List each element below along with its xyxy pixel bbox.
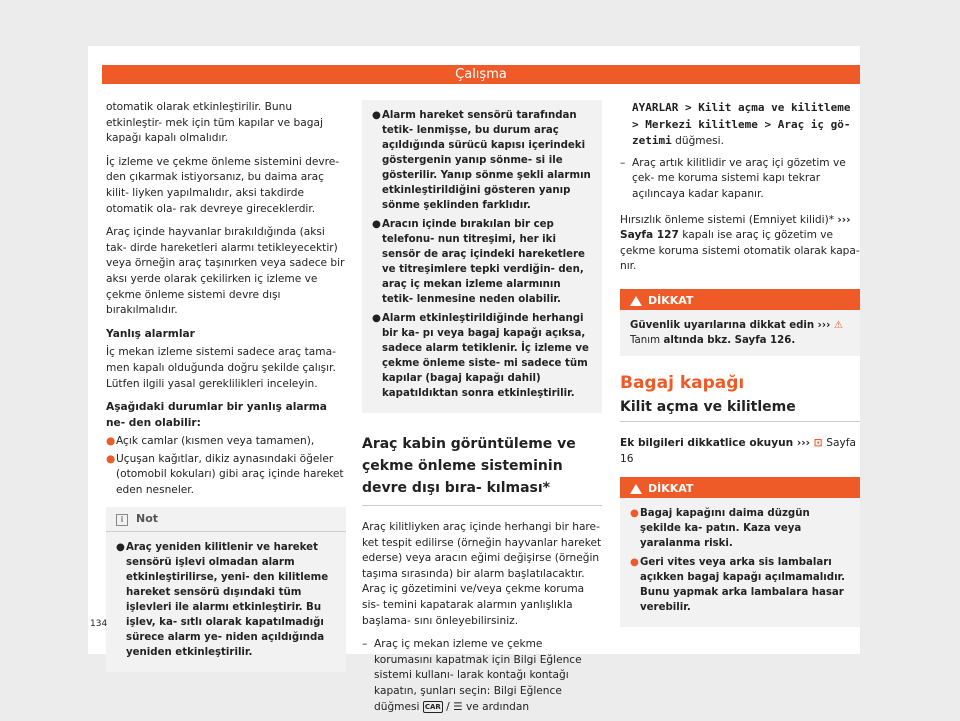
note-item: ● Alarm hareket sensörü tarafından tetik- lenmişse, bu durum araç açıldığında sürücü kapısı içerindeki göstergenin yanıp sönme- si ile gösterilir. Yanıp sönme şekli alarmın etkinleştirildiğini gösteren yanıp sönme şeklinden farklıdır. (372, 110, 591, 211)
menu-path-line: AYARLAR > Kilit açma ve kilitleme > Merkezi kilitleme > Araç iç gö- zetimi düğmesi. (632, 101, 851, 148)
bullet-icon: ● (372, 219, 381, 230)
section-title: Bagaj kapağı (620, 372, 745, 393)
list-item: – Araç artık kilitlidir ve araç içi gözetim ve çek- me koruma sistemi kapı tekrar açılıncaya kadar kapanır. (620, 156, 846, 200)
warning-body (620, 498, 860, 627)
warning-body: Güvenlik uyarılarına dikkat edin ››› ⚠ Tanım altında bkz. Sayfa 126. (630, 319, 843, 346)
section-header: Çalışma (102, 65, 860, 84)
bullet-icon: ● (106, 452, 116, 465)
paragraph: Araç kilitliyken araç içinde herhangi bir hare- ket tespit edilirse (örneğin hayvanlar hareket ederse) veya aracın eğimi değişirse (örneğin taşıma sırasında) bir alarm başlatılacaktır. Araç iç gözetimini ve/veya çekme koruma sis- temini kapatarak alarmın yanlışlıkla başlama- sını önleyebilirsiniz. (362, 521, 602, 627)
paragraph: Araç içinde hayvanlar bırakıldığında (aksi tak- dirde hareketleri alarmı tetikleyecektir) veya örneğin araç taşınırken veya sadece bir aksı yerde olarak çekilirken iç izleme ve çekme önleme sistemi devre dışı bırakılmalıdır. (106, 226, 345, 317)
note-body (362, 100, 602, 413)
bullet-icon: ● (630, 557, 639, 569)
warning-item: ● Geri vites veya arka sis lambaları açıkken bagaj kapağı açılmamalıdır. Bunu yapmak arka lambalara hasar verebilir. (630, 557, 845, 614)
warning-icon (630, 296, 642, 306)
bullet-icon: ● (116, 541, 125, 553)
warning-header: DİKKAT (620, 291, 860, 310)
paragraph: otomatik olarak etkinleştirilir. Bunu etkinleştir- mek için tüm kapılar ve bagaj kapağı kapalı olmalıdır. (106, 101, 323, 145)
list-item: – Araç iç mekan izleme ve çekme korumasını kapatmak için Bilgi Eğlence sistemi kullanı- larak kontağı kontağı kapatın, şunları seçin: Bilgi Eğlence düğmesi CAR / ☰ ve ardından (362, 638, 582, 713)
car-button-icon: CAR (424, 702, 441, 711)
bullet-icon: ● (372, 313, 381, 324)
subheading-false-alarms: Yanlış alarmlar (106, 327, 195, 340)
note-box (106, 507, 346, 672)
dash-icon: – (362, 638, 368, 651)
column-2 (362, 100, 602, 721)
note-header: i Not (106, 507, 346, 532)
book-icon: ⊡ (813, 437, 823, 450)
bullet-icon: ● (106, 435, 116, 448)
note-item: ● Aracın içinde bırakılan bir cep telefonu- nun titreşimi, her iki sensör de araç içindeki hareketlere ve titreşimlere tepki verdiğin- den, araç iç mekan izleme alarmının tetik- lenmesine neden olabilir. (372, 219, 585, 305)
column-3 (620, 100, 860, 627)
menu-path: AYARLAR > Kilit açma ve kilitleme > Merkezi kilitleme > Araç iç gö- zetimi (632, 101, 851, 148)
paragraph: Ek bilgileri dikkatlice okuyun ››› ⊡ Sayfa 16 (620, 437, 856, 465)
list-item: ● Açık camlar (kısmen veya tamamen), (106, 434, 346, 450)
note-body (106, 532, 346, 672)
continued-note-box (362, 100, 602, 413)
note-item: ● Alarm etkinleştirildiğinde herhangi bir ka- pı veya bagaj kapağı açıksa, sadece alarm tetiklenir. İç izleme ve çekme önleme siste- mi sadece tüm kapılar (bagaj kapağı dahil) kapatıldıktan sonra etkinleştirilir. (372, 313, 589, 399)
list-item: ● Uçuşan kağıtlar, dikiz aynasındaki öğeler (otomobil kokuları) gibi araç içinde hareket eden nesneler. (106, 452, 344, 497)
paragraph: İç izleme ve çekme önleme sistemini devre- den çıkarmak istiyorsanız, bu daima araç kilit- liyken yapılmalıdır, aksi takdirde otomatik ola- rak devreye gireceklerdir. (106, 155, 340, 215)
warning-icon (630, 484, 642, 494)
warning-item: ● Bagaj kapağını daima düzgün şekilde ka- patın. Kaza veya yaralanma riski. (630, 508, 810, 550)
warning-box (620, 477, 860, 627)
column-1 (106, 100, 346, 672)
subheading-causes: Aşağıdaki durumlar bir yanlış alarma ne- den olabilir: (106, 401, 327, 429)
warning-icon: ⚠ (833, 319, 843, 331)
dash-icon: – (620, 156, 626, 169)
bullet-icon: ● (372, 110, 381, 121)
bullet-icon: ● (630, 508, 639, 520)
page-reference: ››› Sayfa 127 (620, 213, 851, 242)
subsection-title: Kilit açma ve kilitleme (620, 400, 860, 423)
section-heading: Araç kabin görüntüleme ve çekme önleme sisteminin devre dışı bıra- kılması* (362, 433, 602, 506)
paragraph: Hırsızlık önleme sistemi (Emniyet kilidi)* ››› Sayfa 127 kapalı ise araç iç gözetim ve çekme koruma sistemi otomatik olarak kapa- nır. (620, 213, 860, 273)
warning-header: DİKKAT (620, 479, 860, 498)
paragraph: İç mekan izleme sistemi sadece araç tama- men kapalı olduğunda doğru şekilde çalışır. Lütfen ilgili yasal gereklilikleri inceleyin. (106, 346, 336, 390)
note-item: ● Araç yeniden kilitlenir ve hareket sensörü işlevi olmadan alarm etkinleştirilirse, yeni- den kilitleme hareket sensörü dışındaki tüm işlevleri ile alarmı etkinleştirir. Bu işlev, ka- sıtlı olarak kapatılmadığı sürece alarm ye- niden açıldığında yeniden etkinleştirilir. (116, 541, 329, 658)
info-icon: i (116, 514, 128, 526)
page-number: 134 (90, 619, 108, 629)
warning-box (620, 289, 860, 356)
